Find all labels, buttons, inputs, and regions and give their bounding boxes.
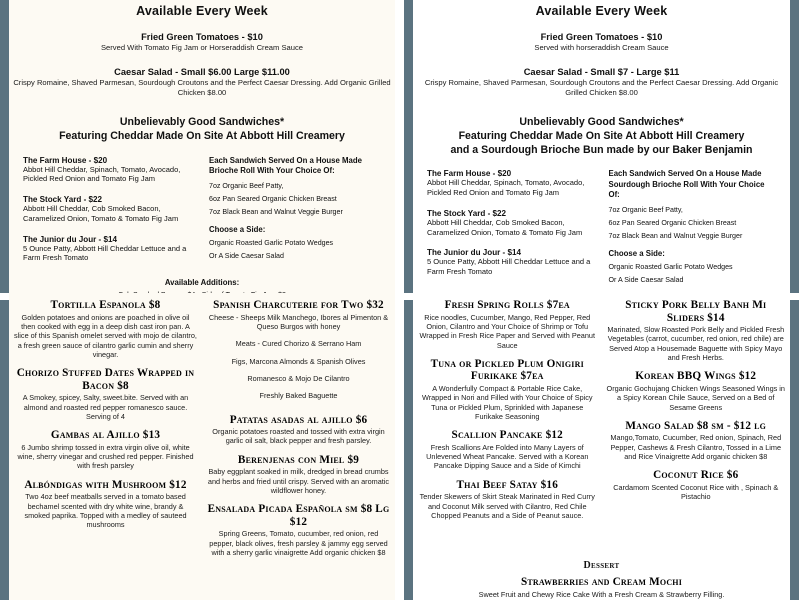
- dish-description: Baby eggplant soaked in milk, dredged in bread crumbs and herbs and fried until crispy. Served with an aromatic wildflower honey.: [207, 467, 390, 495]
- dish-item: [418, 299, 597, 350]
- dish-item: [14, 479, 197, 530]
- sandwich-item: [23, 235, 195, 264]
- sandwich-heading-line1: Unbelievably Good Sandwiches*: [519, 116, 684, 129]
- dessert-description: Sweet Fruit and Chewy Rice Cake With a Fresh Cream & Strawberry Filling.: [478, 589, 725, 599]
- dish-name: Fresh Spring Rolls $7ea: [444, 299, 570, 311]
- dish-item: [14, 299, 197, 359]
- left-weekly-item: [9, 32, 395, 53]
- protein-option: 6oz Pan Seared Organic Chicken Breast: [209, 194, 337, 203]
- sandwich-item: [427, 209, 595, 238]
- dish-item: [207, 339, 390, 348]
- dish-description: Romanesco & Mojo De Cilantro: [247, 373, 350, 383]
- dish-item: [607, 370, 786, 412]
- dish-item: [14, 367, 197, 421]
- dish-name: Patatas asadas al ajillo $6: [229, 413, 368, 426]
- sandwich-heading-line2: Featuring Cheddar Made On Site At Abbott Hill Creamery: [458, 129, 745, 142]
- right-menu-panel: [413, 0, 790, 293]
- sandwich-description: Abbot Hill Cheddar, Spinach, Tomato, Avocado, Pickled Red Onion and Tomato Fig Jam: [427, 178, 585, 198]
- side-option: Organic Roasted Garlic Potato Wedges: [209, 238, 334, 247]
- dish-description: A Smokey, spicey, Salty, sweet.bite. Served with an almond and roasted red pepper romanesco sauce. Serving of 4: [22, 393, 189, 421]
- sandwich-item: [23, 156, 195, 185]
- dish-description: Two 4oz beef meatballs served in a tomato based bechamel scented with dry white wine, brandy & smoked paprika. Topped with a medley of sauteed mushrooms: [24, 492, 187, 530]
- dish-name: Mango Salad $8 sm - $12 lg: [625, 419, 767, 432]
- protein-option: 7oz Organic Beef Patty,: [608, 205, 683, 214]
- sandwich-description: Abbot Hill Cheddar, Spinach, Tomato, Avocado, Pickled Red Onion and Tomato Fig Jam: [23, 164, 181, 184]
- dish-item: [418, 358, 597, 421]
- choices-heading: Each Sandwich Served On a House Made Brioche Roll With Your Choice Of:: [209, 155, 362, 176]
- left-weekly-item: [9, 67, 395, 98]
- right-weekly-item: [413, 32, 790, 53]
- item-description: Served with horseraddish Cream Sauce: [534, 43, 669, 52]
- dish-item: [207, 391, 390, 400]
- dish-name: Albóndigas with Mushroom $12: [24, 478, 187, 491]
- dish-description: Organic Gochujang Chicken Wings Seasoned Wings in a Spicy Korean Chile Sauce, Served on a Bed of Sesame Greens: [606, 383, 785, 412]
- tapas-columns: [9, 293, 395, 600]
- dish-item: [14, 429, 197, 471]
- sandwich-name: The Farm House - $20: [427, 169, 512, 179]
- sandwich-name: The Stock Yard - $22: [23, 195, 103, 205]
- dish-name: Chorizo Stuffed Dates Wrapped in Bacon $8: [16, 367, 195, 392]
- sandwich-heading-line2: Featuring Cheddar Made On Site At Abbott Hill Creamery: [59, 129, 345, 142]
- dessert-section: [413, 560, 790, 599]
- sandwich-description: Abbott Hill Cheddar, Cob Smoked Bacon, Caramelized Onion, Tomato & Tomato Fig Jam: [23, 204, 179, 223]
- dish-description: Figs, Marcona Almonds & Spanish Olives: [231, 356, 366, 366]
- dessert-label: Dessert: [583, 560, 620, 571]
- sandwich-item: [427, 169, 595, 198]
- side-heading: Choose a Side:: [209, 224, 266, 234]
- dish-description: Organic potatoes roasted and tossed with extra virgin garlic oil salt, black pepper and fresh parsley.: [212, 427, 385, 446]
- right-sandwich-heading: [413, 116, 790, 157]
- protein-option: 7oz Black Bean and Walnut Veggie Burger: [608, 231, 743, 240]
- right-sandwich-list: [427, 169, 595, 288]
- divider-left-top: [0, 0, 9, 293]
- dish-item: [207, 374, 390, 383]
- protein-option: 7oz Black Bean and Walnut Veggie Burger: [209, 207, 343, 216]
- dish-description: Tender Skewers of Skirt Steak Marinated in Red Curry and Coconut Milk served with Cilantro, Red Chile Chopped Peanuts and a Side of Peanut sauce.: [419, 492, 595, 520]
- sandwich-item: [23, 195, 195, 224]
- dish-item: [418, 429, 597, 471]
- item-name: Caesar Salad - Small $6.00 Large $11.00: [114, 67, 290, 78]
- item-description: Served With Tomato Fig Jam or Horseraddish Cream Sauce: [100, 43, 304, 52]
- side-option: Or A Side Caesar Salad: [209, 251, 284, 260]
- dish-description: 6 Jumbo shrimp tossed in extra virgin olive oil, white wine, sherry vinegar and crushed red pepper. Finished with fresh parsley: [17, 442, 194, 471]
- side-option: Organic Roasted Garlic Potato Wedges: [608, 262, 733, 271]
- sandwich-description: 5 Ounce Patty, Abbott Hill Cheddar Lettuce and a Farm Fresh Tomato: [427, 257, 591, 277]
- sandwich-name: The Junior du Jour - $14: [23, 234, 117, 244]
- left-choices-list: [205, 156, 381, 275]
- dish-item: [207, 299, 390, 331]
- left-additions: [9, 278, 395, 293]
- dessert-name: Strawberries and Cream Mochi: [520, 576, 683, 588]
- asian-columns: [413, 293, 790, 600]
- sandwich-description: 5 Ounce Patty, Abbott Hill Cheddar Lettuce and a Farm Fresh Tomato: [23, 243, 187, 263]
- dish-description: Meats - Cured Chorizo & Serrano Ham: [235, 339, 362, 349]
- additions-title: Available Additions:: [164, 278, 240, 288]
- tapas-right-column: [202, 293, 395, 600]
- dish-item: [607, 299, 786, 362]
- divider-right-bottom: [790, 300, 799, 600]
- dish-name: Tortilla Espanola $8: [50, 299, 161, 311]
- dish-name: Korean BBQ Wings $12: [635, 370, 757, 383]
- sandwich-heading-line1: Unbelievably Good Sandwiches*: [119, 116, 285, 129]
- asian-right-column: [602, 293, 791, 600]
- dish-name: Berenjenas con Miel $9: [237, 453, 360, 466]
- right-weekly-item: [413, 67, 790, 98]
- dish-name: Tuna or Pickled Plum Onigiri Furikake $7ea: [430, 357, 584, 383]
- dish-description: Rice noodles, Cucumber, Mango, Red Pepper, Red Onion, Cilantro and Your Choice of Shrimp or Tofu Wrapped in Fresh Rice Paper and Served with Peanut Sauce: [419, 312, 595, 350]
- dish-description: Freshly Baked Baguette: [259, 391, 338, 401]
- item-name: Fried Green Tomatoes - $10: [540, 32, 663, 42]
- dish-name: Scallion Pancake $12: [451, 429, 563, 442]
- sandwich-name: The Farm House - $20: [23, 155, 108, 165]
- left-sandwich-heading: [9, 116, 395, 144]
- sandwich-name: The Junior du Jour - $14: [427, 248, 521, 258]
- left-sandwich-list: [23, 156, 195, 275]
- dish-item: [207, 503, 390, 557]
- side-heading: Choose a Side:: [608, 248, 665, 258]
- divider-middle-bottom: [404, 300, 413, 600]
- dish-name: Coconut Rice $6: [653, 469, 739, 482]
- protein-option: 7oz Organic Beef Patty,: [209, 181, 284, 190]
- sandwich-name: The Stock Yard - $22: [427, 208, 507, 218]
- tapas-panel: [9, 293, 395, 600]
- sandwich-description: Abbott Hill Cheddar, Cob Smoked Bacon, Caramelized Onion, Tomato & Tomato Fig Jam: [427, 217, 583, 237]
- dish-item: [607, 469, 786, 501]
- dish-description: Marinated, Slow Roasted Pork Belly and Pickled Fresh Vegetables (carrot, cucumber, red onion, red chile) are Served Atop a Housemade Baguette with Spicy Mayo and Fresh Herbs.: [607, 325, 785, 363]
- dish-item: [207, 357, 390, 366]
- dish-name: Gambas al Ajillo $13: [50, 429, 161, 442]
- divider-right-top: [790, 0, 799, 293]
- side-option: Or A Side Caesar Salad: [608, 275, 684, 284]
- dish-description: Spring Greens, Tomato, cucumber, red onion, red pepper, black olives, fresh parsley & jammy egg served with a sherry garlic vinaigrette Add organic chicken $8: [209, 529, 388, 557]
- divider-left-bottom: [0, 300, 9, 600]
- item-name: Fried Green Tomatoes - $10: [141, 32, 263, 42]
- protein-option: 6oz Pan Seared Organic Chicken Breast: [608, 218, 737, 227]
- divider-middle-top: [404, 0, 413, 293]
- dish-name: Spanish Charcuterie for Two $32: [213, 299, 384, 311]
- dish-item: [607, 420, 786, 462]
- dish-description: Mango,Tomato, Cucumber, Red onion, Spinach, Red Pepper, Cashews & Fresh Cilantro, Tossed in a Lime and Rice Vinaigrette Add organic chicken $8: [610, 433, 782, 462]
- right-weekly-title: Available Every Week: [535, 4, 668, 18]
- dish-description: A Wonderfully Compact & Portable Rice Cake, Wrapped in Nori and Filled with Your Choice of Spicy Tuna or Pickled Plum, Sprinkled with Japanese Furikake Seasoning: [421, 383, 593, 421]
- dish-description: Cheese - Sheeps Milk Manchego, Ibores al Pimenton & Queso Burgos with honey: [208, 312, 389, 331]
- sandwich-heading-line3: and a Sourdough Brioche Bun made by our Baker Benjamin: [450, 143, 753, 156]
- left-sandwich-columns: [9, 156, 395, 275]
- right-sandwich-columns: [413, 169, 790, 288]
- dish-item: [207, 454, 390, 496]
- right-choices-list: [605, 169, 777, 288]
- asian-panel: [413, 293, 790, 600]
- choices-heading: Each Sandwich Served On a House Made Sourdough Brioche Roll With Your Choice Of:: [608, 169, 765, 200]
- sandwich-item: [427, 248, 595, 277]
- dish-description: Cardamom Scented Coconut Rice with , Spinach & Pistachio: [613, 483, 779, 502]
- left-weekly-title: Available Every Week: [136, 4, 268, 18]
- left-menu-panel: [9, 0, 395, 293]
- item-name: Caesar Salad - Small $7 - Large $11: [523, 67, 680, 78]
- item-description: Crispy Romaine, Shaved Parmesan, Sourdough Croutons and the Perfect Caesar Dressing. Add Organic Grilled Chicken $8.00: [13, 78, 391, 98]
- dish-description: Golden potatoes and onions are poached in olive oil then cooked with egg in a deep dish cast iron pan. A slice of this Spanish omelet served with mojo de cilantro, a fresh green sauce of cilantro garlic cumin and sherry vinegar.: [14, 312, 197, 359]
- asian-left-column: [413, 293, 602, 600]
- dish-name: Sticky Pork Belly Banh Mi Sliders $14: [625, 299, 767, 324]
- dish-description: Fresh Scallions Are Folded into Many Layers of Unlevened Wheat Pancake. Served with a Korean Pancake Dipping Sauce and a Side of Kimchi: [426, 442, 589, 471]
- item-description: Crispy Romaine, Shaved Parmesan, Sourdough Croutons and the Perfect Caesar Dressing. Add Organic Grilled Chicken $8.00: [424, 78, 779, 98]
- dish-item: [207, 414, 390, 446]
- dish-name: Thai Beef Satay $16: [456, 478, 559, 491]
- dish-item: [418, 479, 597, 521]
- dish-name: Ensalada Picada Española sm $8 Lg $12: [207, 503, 390, 528]
- tapas-left-column: [9, 293, 202, 600]
